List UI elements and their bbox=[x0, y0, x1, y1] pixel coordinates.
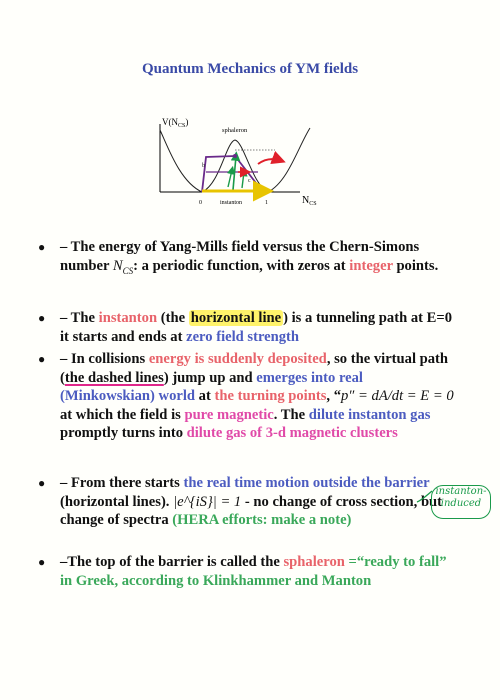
bullet-text: – From there starts bbox=[60, 475, 184, 491]
y-axis-label: $V(N_{CS})$ bbox=[162, 117, 189, 129]
pink-text: energy is suddenly deposited bbox=[148, 351, 327, 367]
red-arrow bbox=[258, 159, 282, 164]
bullet-text: – The bbox=[60, 310, 99, 326]
pink-text: instanton bbox=[98, 310, 158, 326]
x-axis-label: $N_{CS}$ bbox=[302, 195, 317, 207]
bullet-real-time bbox=[38, 474, 460, 530]
bullet-text: –The top of the barrier is called the bbox=[60, 554, 284, 570]
bottom-label: instanton bbox=[220, 200, 242, 206]
tick-1: 1 bbox=[265, 200, 268, 206]
bullet-text: points. bbox=[392, 257, 439, 274]
bullet-text: - no change of cross section, but change of spectra bbox=[60, 493, 443, 529]
sphaleron-point bbox=[233, 154, 237, 158]
bullet-dot-icon: ● bbox=[38, 311, 46, 325]
handnote-line: induced bbox=[440, 498, 482, 509]
underlined-text: the dashed lines bbox=[64, 369, 164, 386]
bullet-text: at bbox=[195, 388, 215, 405]
top-label: sphaleron bbox=[222, 127, 248, 134]
magenta-text: pure magnetic bbox=[184, 406, 274, 423]
math-formula: |e^{iS}| = 1 bbox=[173, 493, 242, 510]
page-title: Quantum Mechanics of YM fields bbox=[141, 61, 359, 77]
pink-text: sphaleron bbox=[283, 554, 345, 570]
bullet-dot-icon: ● bbox=[38, 476, 46, 490]
bullet-text: ) is a tunneling path at E=0 it starts and ends at bbox=[60, 310, 452, 345]
green-text: =“ready to fall” in Greek, according to Klinkhammer and Manton bbox=[60, 554, 447, 589]
sphaleron-arrow bbox=[233, 156, 236, 190]
bullet-text: (the bbox=[157, 310, 189, 326]
blue-text: the real time motion outside the barrier bbox=[183, 475, 430, 491]
math-ncs: $N_{CS}$ bbox=[112, 257, 134, 276]
bullet-text: . The bbox=[273, 406, 309, 423]
bullet-collisions bbox=[38, 350, 460, 443]
pink-text: integer bbox=[349, 257, 393, 274]
bullet-text: at which the field is bbox=[60, 406, 185, 423]
green-text: (HERA efforts: make a note) bbox=[172, 512, 352, 529]
handwritten-note bbox=[431, 485, 491, 519]
potential-figure bbox=[140, 112, 365, 210]
magenta-text: dilute gas of 3-d magnetic clusters bbox=[186, 425, 398, 442]
blue-text: zero field strength bbox=[186, 328, 300, 345]
bullet-energy bbox=[38, 238, 460, 280]
bullet-text: , “ bbox=[326, 388, 341, 405]
math-formula: p″ = dA/dt = E = 0 bbox=[341, 388, 454, 405]
bullet-dot-icon: ● bbox=[38, 555, 46, 569]
mark-c: c bbox=[248, 178, 251, 184]
blue-text: dilute instanton gas bbox=[308, 406, 431, 423]
bullet-dot-icon: ● bbox=[38, 352, 46, 366]
bullet-text: : a periodic function, with zeros at bbox=[133, 257, 350, 274]
bullet-text: promptly turns into bbox=[60, 425, 187, 442]
bullet-text: – In collisions bbox=[60, 351, 149, 367]
highlighted-text: horizontal line bbox=[190, 310, 282, 326]
handnote-line: instanton- bbox=[435, 486, 487, 497]
pink-text: the turning points bbox=[214, 388, 327, 405]
bullet-text: ) jump up and bbox=[163, 369, 257, 386]
bullet-dot-icon: ● bbox=[38, 240, 46, 254]
bullet-instanton bbox=[38, 309, 460, 346]
blue-text: emerges into real (Minkowskian) world bbox=[60, 369, 363, 405]
bullet-sphaleron bbox=[38, 553, 460, 590]
mark-b: b bbox=[202, 163, 205, 169]
green-arrow bbox=[242, 172, 244, 188]
bullet-text: , so the virtual path ( bbox=[60, 351, 449, 386]
tick-0: 0 bbox=[199, 200, 202, 206]
bullet-text: (horizontal lines). bbox=[60, 493, 174, 510]
bullet-text: – The energy of Yang-Mills field versus the Chern-Simons number bbox=[60, 239, 420, 274]
